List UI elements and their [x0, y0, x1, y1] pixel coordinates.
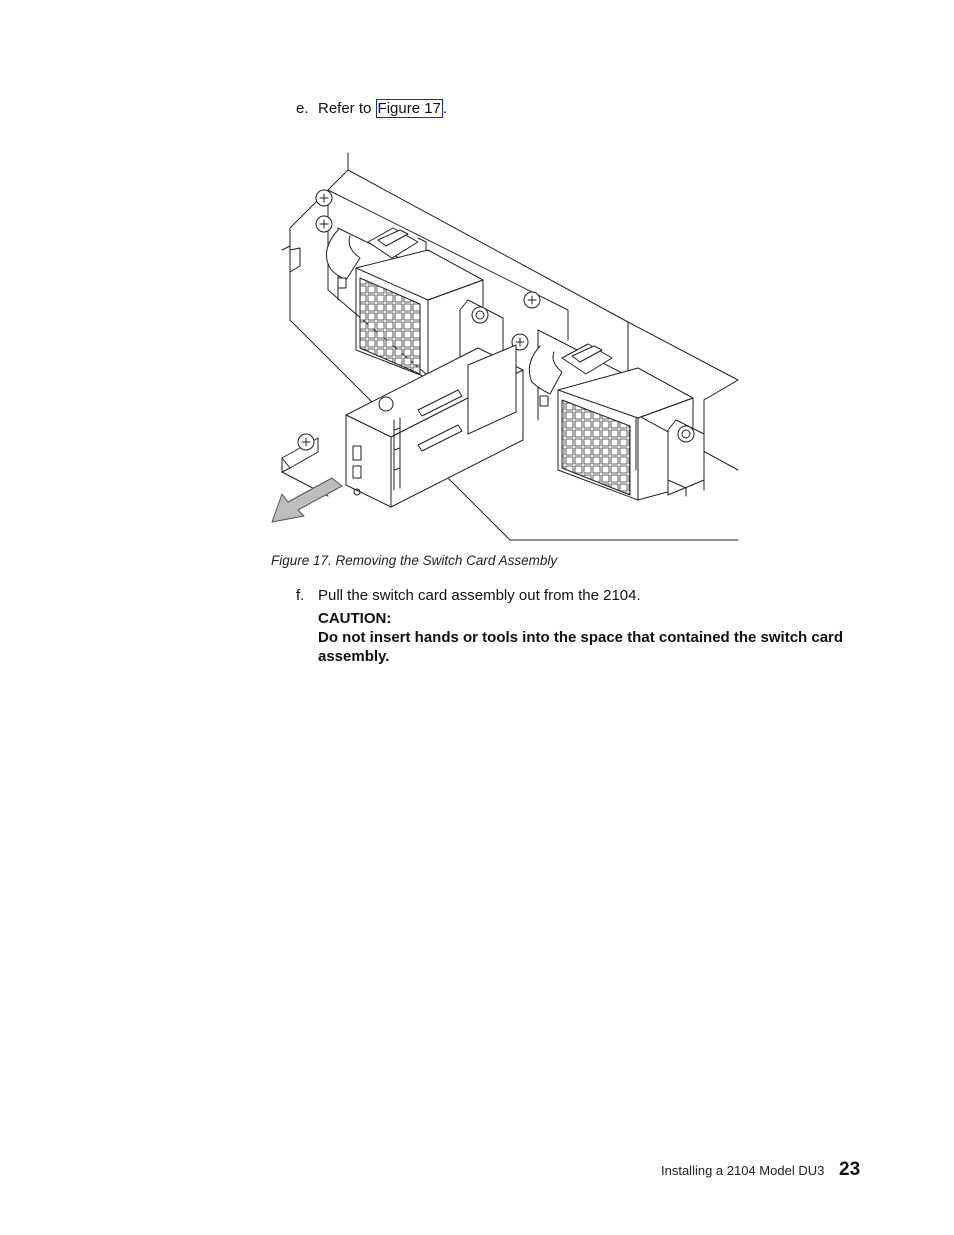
step-e-marker: e. — [296, 100, 309, 117]
step-f-marker: f. — [296, 587, 305, 604]
switch-card-assembly — [346, 345, 523, 507]
figure-17-link[interactable]: Figure 17 — [377, 100, 441, 117]
step-e-period: . — [442, 100, 448, 117]
switch-card-removal-illustration — [268, 150, 740, 542]
step-e-text: Refer to — [318, 100, 376, 117]
caution-body: Do not insert hands or tools into the space that contained the switch card assembly. — [318, 629, 844, 665]
page-number: 23 — [839, 1159, 861, 1180]
footer-title: Installing a 2104 Model DU3 — [661, 1163, 825, 1178]
right-power-supply — [512, 292, 704, 500]
figure-caption: Figure 17. Removing the Switch Card Assembly — [271, 553, 558, 568]
left-power-supply — [316, 190, 568, 384]
step-f — [296, 586, 641, 605]
caution-heading: CAUTION: — [318, 610, 392, 627]
step-f-text: Pull the switch card assembly out from the 2104. — [318, 587, 641, 604]
caution-notice — [318, 609, 848, 666]
step-e — [296, 99, 447, 118]
